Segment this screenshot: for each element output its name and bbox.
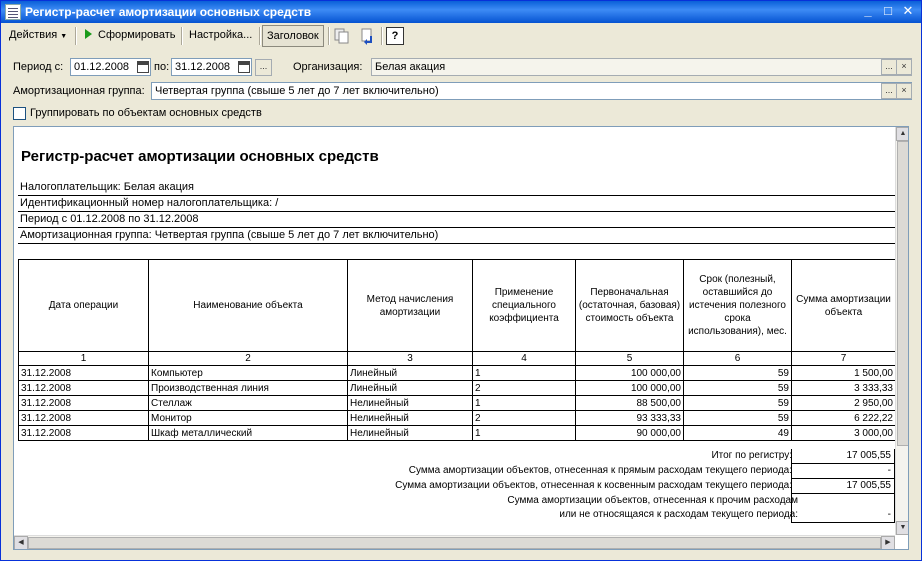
generate-label: Сформировать: [98, 29, 176, 41]
table-cell: 3 333,33: [792, 381, 896, 396]
table-cell: Стеллаж: [149, 396, 348, 411]
table-cell: 100 000,00: [576, 366, 684, 381]
calendar-icon[interactable]: [238, 61, 250, 73]
toolbar-separator: [381, 27, 382, 45]
table-cell: 1: [473, 426, 576, 441]
period-from-value: 01.12.2008: [74, 61, 130, 73]
report-title: Регистр-расчет амортизации основных средств: [21, 148, 379, 165]
table-cell: 31.12.2008: [19, 366, 149, 381]
depreciation-group-label: Амортизационная группа:: [13, 85, 145, 97]
total-value: 17 005,55: [791, 449, 895, 464]
maximize-icon[interactable]: □: [884, 3, 892, 18]
toolbar-separator: [181, 27, 182, 45]
table-cell: 6 222,22: [792, 411, 896, 426]
total-value: 17 005,55: [791, 479, 895, 494]
organization-clear-button[interactable]: ×: [896, 59, 912, 75]
report-document[interactable]: [13, 126, 909, 550]
depreciation-group-field[interactable]: [151, 82, 912, 100]
table-cell: Нелинейный: [348, 396, 473, 411]
table-cell: Производственная линия: [149, 381, 348, 396]
toolbar-separator: [259, 27, 260, 45]
copy-icon[interactable]: [333, 27, 351, 45]
total-value: -: [791, 494, 895, 523]
help-icon[interactable]: ?: [386, 27, 404, 45]
table-cell: Линейный: [348, 366, 473, 381]
taxpayer-line: Налогоплательщик: Белая акация: [18, 180, 896, 196]
total-label: Сумма амортизации объектов, отнесенная к прочим расходам: [507, 495, 798, 506]
table-cell: 59: [684, 381, 792, 396]
vertical-scrollbar[interactable]: [895, 127, 909, 535]
depreciation-group-value: Четвертая группа (свыше 5 лет до 7 лет включительно): [155, 85, 439, 97]
column-header: Применение специального коэффициента: [473, 260, 576, 352]
table-row[interactable]: [19, 381, 896, 396]
vertical-scroll-thumb[interactable]: [897, 141, 909, 446]
column-number: 4: [473, 352, 576, 366]
table-cell: 1: [473, 396, 576, 411]
column-header: Сумма амортизации объекта: [792, 260, 896, 352]
close-icon[interactable]: ✕: [902, 3, 914, 18]
total-label: Итог по регистру:: [711, 450, 792, 461]
table-row[interactable]: [19, 396, 896, 411]
table-row[interactable]: [19, 411, 896, 426]
table-row[interactable]: [19, 426, 896, 441]
table-cell: 31.12.2008: [19, 426, 149, 441]
toolbar: [3, 24, 919, 48]
table-cell: 2 950,00: [792, 396, 896, 411]
column-header: Метод начисления амортизации: [348, 260, 473, 352]
horizontal-scrollbar[interactable]: [14, 535, 895, 549]
table-cell: 2: [473, 411, 576, 426]
table-cell: 31.12.2008: [19, 396, 149, 411]
table-cell: Линейный: [348, 381, 473, 396]
scroll-right-icon[interactable]: ▶: [881, 536, 895, 550]
column-header: Первоначальная (остаточная, базовая) стоимость объекта: [576, 260, 684, 352]
group-select-button[interactable]: ...: [881, 83, 897, 99]
column-header: Наименование объекта: [149, 260, 348, 352]
scroll-down-icon[interactable]: ▼: [896, 521, 909, 535]
column-header: Дата операции: [19, 260, 149, 352]
header-toggle-button[interactable]: Заголовок: [262, 25, 324, 47]
table-cell: Нелинейный: [348, 426, 473, 441]
table-cell: 100 000,00: [576, 381, 684, 396]
table-row[interactable]: [19, 366, 896, 381]
table-cell: 90 000,00: [576, 426, 684, 441]
chevron-down-icon: ▼: [60, 33, 68, 40]
title-bar[interactable]: [1, 1, 921, 23]
organization-value: Белая акация: [375, 61, 446, 73]
table-cell: Шкаф металлический: [149, 426, 348, 441]
group-clear-button[interactable]: ×: [896, 83, 912, 99]
calendar-icon[interactable]: [137, 61, 149, 73]
table-cell: 1: [473, 366, 576, 381]
group-by-objects-checkbox[interactable]: [13, 107, 26, 120]
period-select-button[interactable]: ...: [255, 59, 272, 76]
group-line: Амортизационная группа: Четвертая группа (свыше 5 лет до 7 лет включительно): [18, 228, 896, 244]
inn-line: Идентификационный номер налогоплательщика: /: [18, 196, 896, 212]
column-number: 3: [348, 352, 473, 366]
period-line: Период с 01.12.2008 по 31.12.2008: [18, 212, 896, 228]
actions-menu-button[interactable]: [5, 25, 71, 47]
table-cell: 59: [684, 411, 792, 426]
group-by-objects-label: Группировать по объектам основных средств: [30, 107, 262, 119]
table-cell: 49: [684, 426, 792, 441]
minimize-icon[interactable]: _: [864, 3, 872, 18]
table-cell: 88 500,00: [576, 396, 684, 411]
depreciation-table: [18, 259, 896, 441]
scroll-up-icon[interactable]: ▲: [896, 127, 909, 141]
actions-label: Действия: [9, 29, 58, 41]
table-cell: 2: [473, 381, 576, 396]
column-number: 6: [684, 352, 792, 366]
column-number: 2: [149, 352, 348, 366]
column-number: 5: [576, 352, 684, 366]
total-label: или не относящаяся к расходам текущего периода:: [559, 509, 798, 520]
organization-select-button[interactable]: ...: [881, 59, 897, 75]
window-title: Регистр-расчет амортизации основных средств: [25, 5, 312, 19]
table-cell: 3 000,00: [792, 426, 896, 441]
column-number-row: [19, 352, 896, 366]
table-cell: Компьютер: [149, 366, 348, 381]
toolbar-separator: [328, 27, 329, 45]
period-to-value: 31.12.2008: [175, 61, 231, 73]
document-icon: [5, 4, 21, 20]
table-cell: 93 333,33: [576, 411, 684, 426]
table-cell: Нелинейный: [348, 411, 473, 426]
organization-field[interactable]: [371, 58, 912, 76]
total-value: -: [791, 464, 895, 479]
table-cell: 1 500,00: [792, 366, 896, 381]
table-cell: 31.12.2008: [19, 381, 149, 396]
table-header-row: [19, 260, 896, 352]
period-from-label: Период с:: [13, 61, 64, 73]
settings-button[interactable]: Настройка...: [189, 29, 253, 41]
total-label: Сумма амортизации объектов, отнесенная к косвенным расходам текущего периода:: [395, 480, 792, 491]
horizontal-scroll-thumb[interactable]: [28, 537, 881, 549]
table-cell: 59: [684, 366, 792, 381]
organization-label: Организация:: [293, 61, 363, 73]
refresh-icon[interactable]: [359, 27, 377, 45]
scroll-left-icon[interactable]: ◀: [14, 536, 28, 550]
period-to-label: по:: [154, 61, 170, 73]
column-number: 1: [19, 352, 149, 366]
table-cell: 59: [684, 396, 792, 411]
column-number: 7: [792, 352, 896, 366]
table-cell: 31.12.2008: [19, 411, 149, 426]
period-to-field[interactable]: [171, 58, 252, 76]
total-label: Сумма амортизации объектов, отнесенная к прямым расходам текущего периода:: [408, 465, 792, 476]
toolbar-separator: [75, 27, 76, 45]
period-from-field[interactable]: [70, 58, 151, 76]
column-header: Срок (полезный, оставшийся до истечения полезного срока использования), мес.: [684, 260, 792, 352]
generate-button[interactable]: [81, 25, 180, 47]
table-cell: Монитор: [149, 411, 348, 426]
play-icon: [85, 29, 92, 39]
